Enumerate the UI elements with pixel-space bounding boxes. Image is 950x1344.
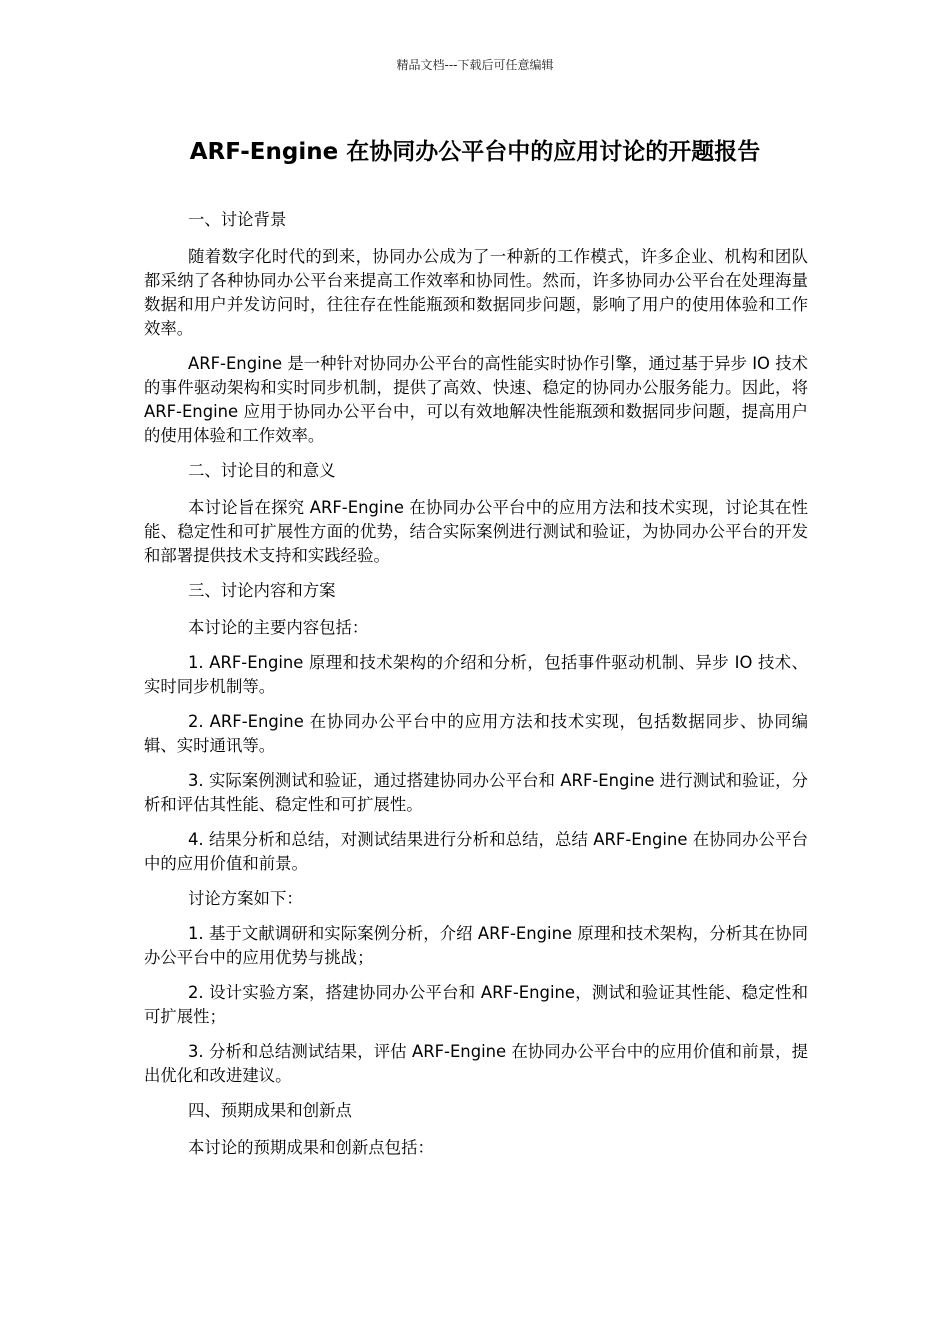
list-item: 3. 实际案例测试和验证，通过搭建协同办公平台和 ARF-Engine 进行测试和验证，分析和评估其性能、稳定性和可扩展性。	[144, 771, 808, 814]
paragraph: 本讨论旨在探究 ARF-Engine 在协同办公平台中的应用方法和技术实现，讨论其在性能、稳定性和可扩展性方面的优势，结合实际案例进行测试和验证，为协同办公平台的开发和部署提供技术支持和实践经验。	[144, 498, 808, 565]
document-body	[144, 208, 808, 1171]
document-title: ARF-Engine 在协同办公平台中的应用讨论的开题报告	[189, 139, 761, 165]
list-item: 1. ARF-Engine 原理和技术架构的介绍和分析，包括事件驱动机制、异步 IO 技术、实时同步机制等。	[144, 653, 808, 696]
paragraph: 讨论方案如下：	[188, 889, 303, 908]
paragraph: 本讨论的预期成果和创新点包括：	[188, 1138, 434, 1157]
list-item: 4. 结果分析和总结，对测试结果进行分析和总结，总结 ARF-Engine 在协同办公平台中的应用价值和前景。	[144, 830, 808, 873]
list-item: 2. ARF-Engine 在协同办公平台中的应用方法和技术实现，包括数据同步、协同编辑、实时通讯等。	[144, 712, 808, 755]
section-heading-background: 一、讨论背景	[188, 210, 287, 229]
section-heading-purpose: 二、讨论目的和意义	[188, 461, 336, 480]
section-heading-outcomes: 四、预期成果和创新点	[188, 1101, 352, 1120]
section-heading-content: 三、讨论内容和方案	[188, 581, 336, 600]
list-item: 2. 设计实验方案，搭建协同办公平台和 ARF-Engine，测试和验证其性能、稳定性和可扩展性；	[144, 983, 808, 1026]
header-note: 精品文档---下载后可任意编辑	[396, 58, 554, 72]
paragraph: ARF-Engine 是一种针对协同办公平台的高性能实时协作引擎，通过基于异步 IO 技术的事件驱动架构和实时同步机制，提供了高效、快速、稳定的协同办公服务能力。因此，将 ARF-Engine 应用于协同办公平台中，可以有效地解决性能瓶颈和数据同步问题，提高用户的使用体验和工作效率。	[144, 354, 808, 445]
list-item: 3. 分析和总结测试结果，评估 ARF-Engine 在协同办公平台中的应用价值和前景，提出优化和改进建议。	[144, 1042, 808, 1085]
list-item: 1. 基于文献调研和实际案例分析，介绍 ARF-Engine 原理和技术架构，分析其在协同办公平台中的应用优势与挑战；	[144, 924, 808, 967]
paragraph: 本讨论的主要内容包括：	[188, 618, 369, 637]
paragraph: 随着数字化时代的到来，协同办公成为了一种新的工作模式，许多企业、机构和团队都采纳了各种协同办公平台来提高工作效率和协同性。然而，许多协同办公平台在处理海量数据和用户并发访问时，往往存在性能瓶颈和数据同步问题，影响了用户的使用体验和工作效率。	[144, 247, 808, 338]
